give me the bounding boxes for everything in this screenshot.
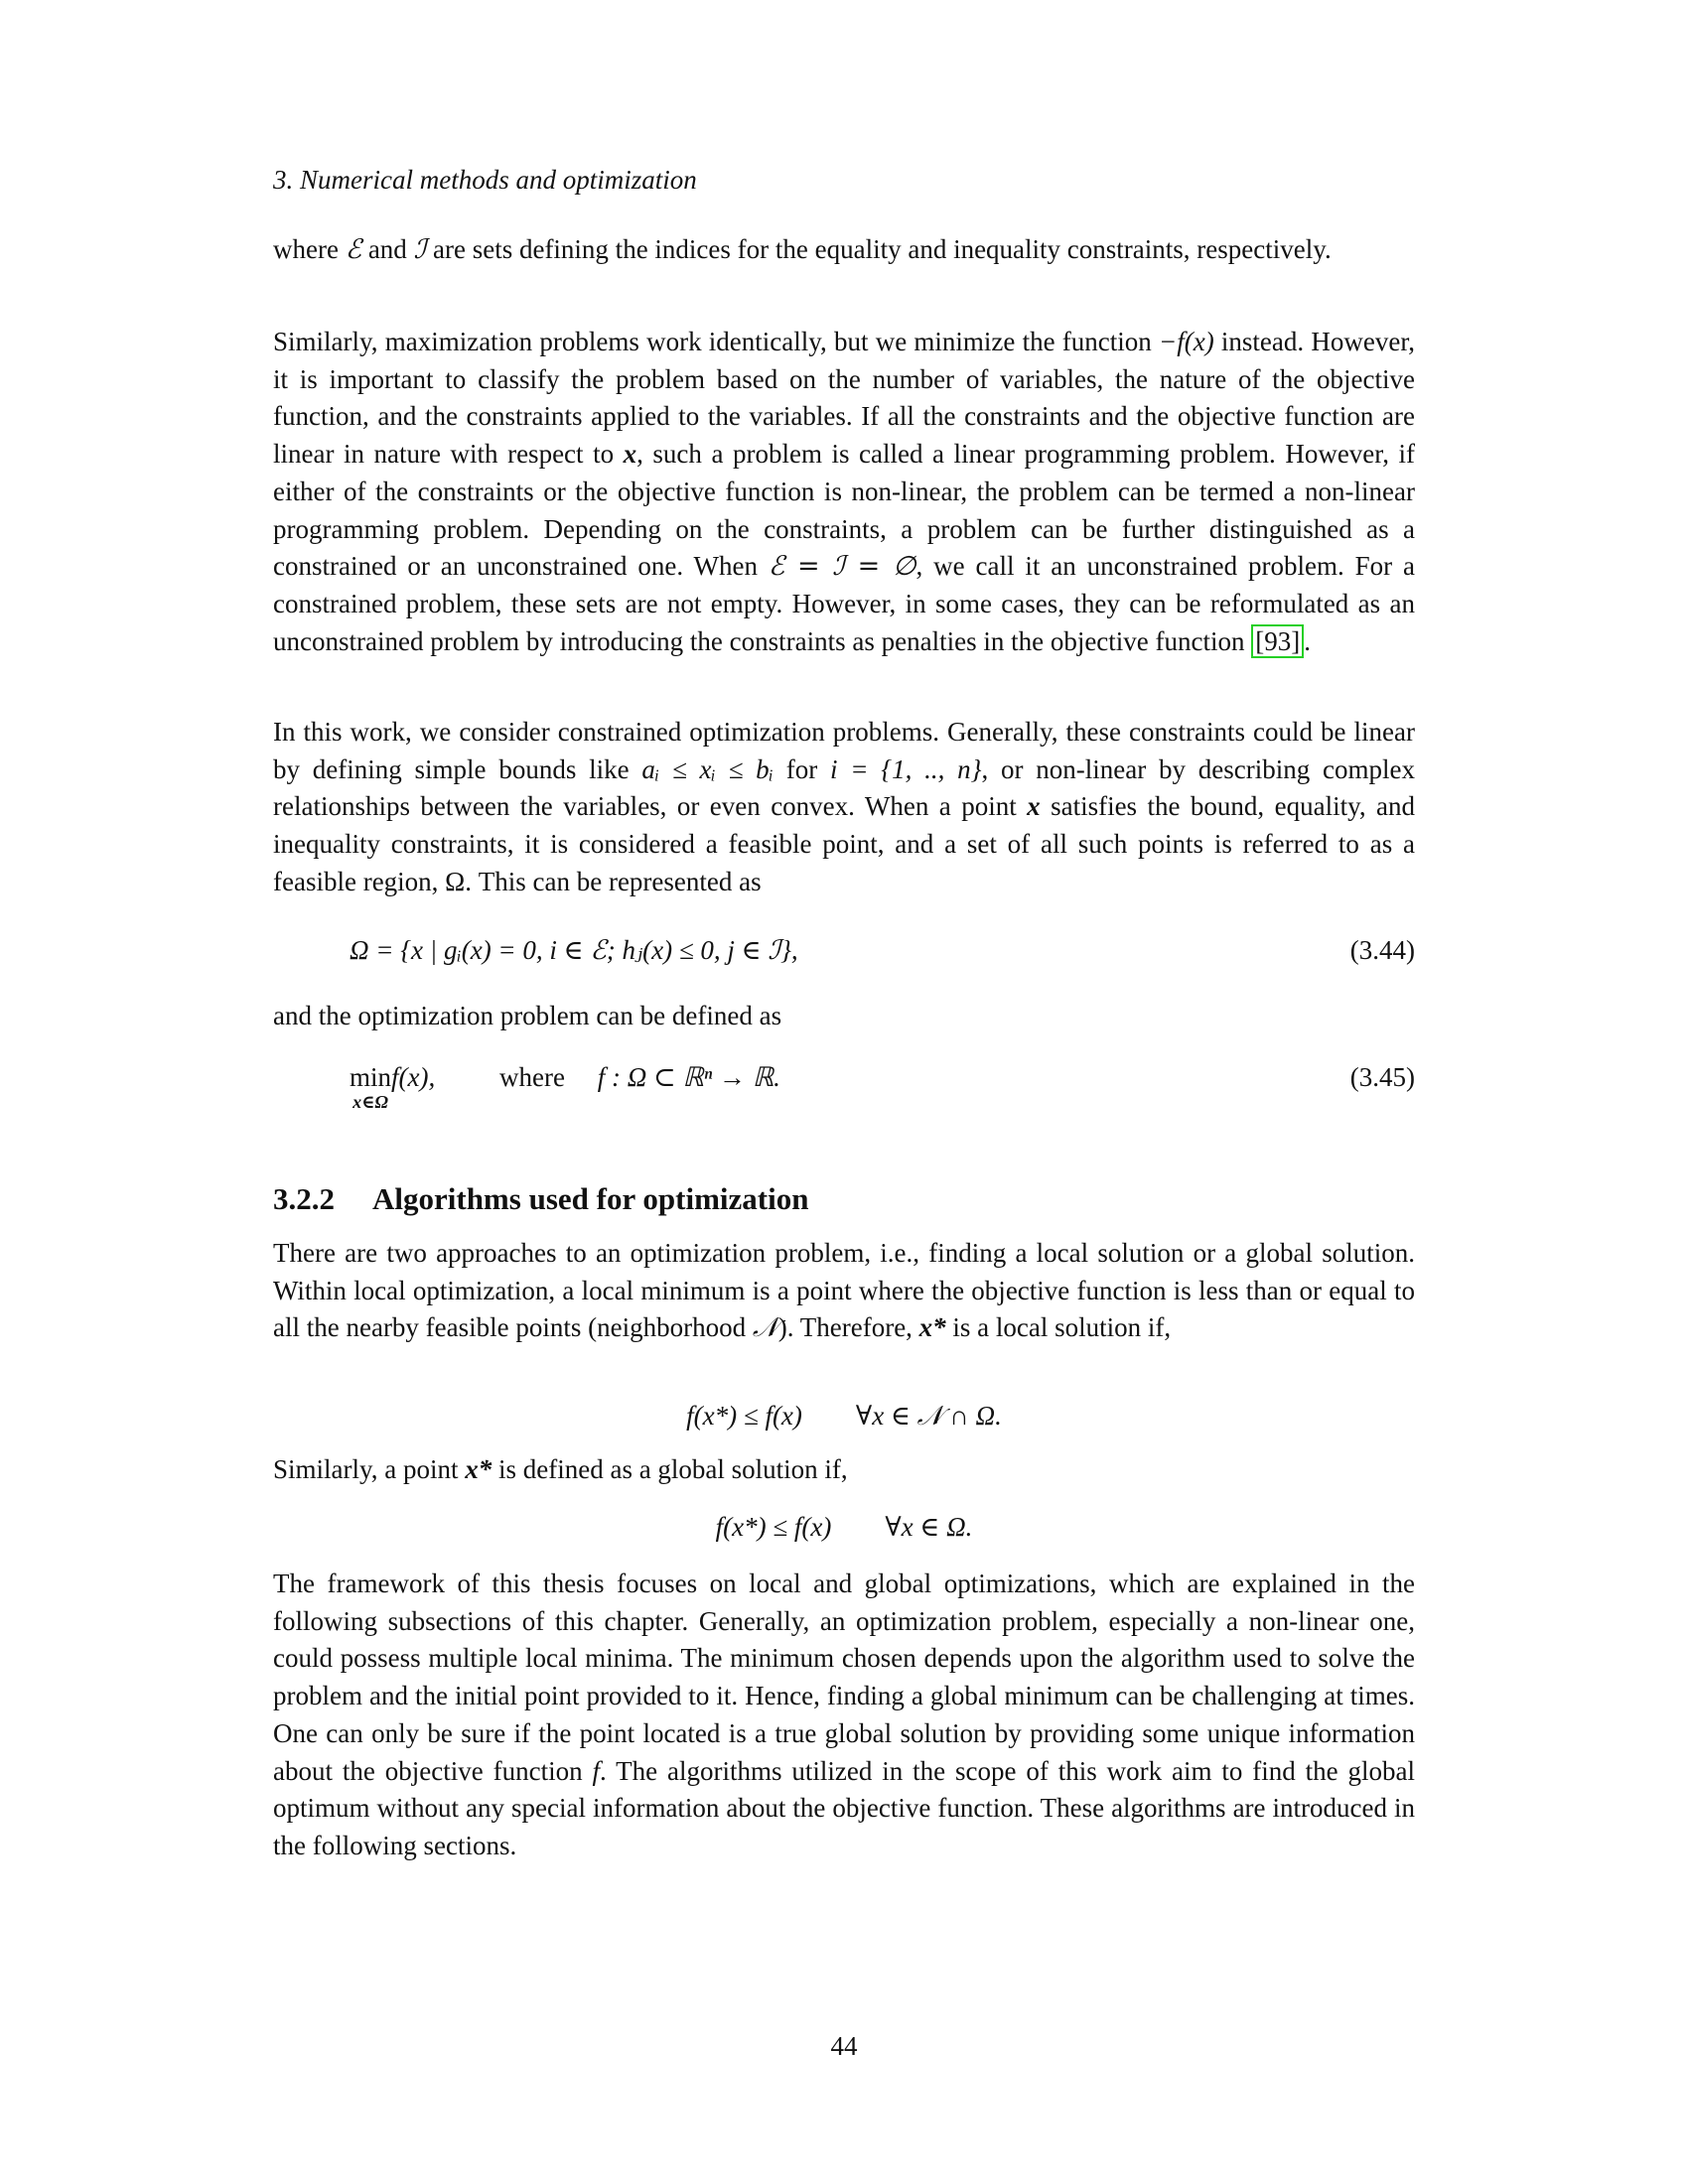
- running-header: 3. Numerical methods and optimization: [273, 165, 697, 195]
- equation-3-45: [273, 1062, 1415, 1122]
- paragraph-6: Similarly, a point x* is defined as a global solution if,: [273, 1454, 848, 1484]
- paragraph-3: In this work, we consider constrained optimization problems. Generally, these constraints could be linear by defining simple bounds like aᵢ ≤ xᵢ ≤ bᵢ for i = {1, .., n}, or non-linear by describing complex relationships between the variables, or even convex. When a point x satisfies the bound, equality, and inequality constraints, it is considered a feasible point, and a set of all such points is referred to as a feasible region, Ω. This can be represented as: [273, 717, 1416, 896]
- equation-number: (3.44): [1349, 935, 1415, 965]
- min-operator: min x∈Ω: [350, 1062, 392, 1112]
- page-number: 44: [830, 2031, 858, 2061]
- paragraph-1: where ℰ and ℐ are sets defining the indices for the equality and inequality constraints, respectively.: [273, 234, 1332, 265]
- equation-body: f(x*) ≤ f(x) ∀x ∈ 𝒩 ∩ Ω.: [686, 1401, 1002, 1431]
- section-number: 3.2.2: [273, 1181, 335, 1216]
- equation-global-solution: [273, 1512, 1415, 1552]
- paragraph-4: and the optimization problem can be defined as: [273, 1001, 782, 1030]
- paragraph-5: There are two approaches to an optimization problem, i.e., finding a local solution or a global solution. Within local optimization, a local minimum is a point where the objective function is less than or equal to all the nearby feasible points (neighborhood 𝒩). Therefore, x* is a local solution if,: [273, 1238, 1415, 1344]
- equation-number: (3.45): [1349, 1062, 1415, 1092]
- section-title: Algorithms used for optimization: [372, 1181, 809, 1216]
- citation-link[interactable]: [93]: [1251, 624, 1304, 658]
- equation-body: f(x*) ≤ f(x) ∀x ∈ Ω.: [715, 1512, 973, 1542]
- equation-3-44: [273, 935, 1415, 975]
- paragraph-7: The framework of this thesis focuses on local and global optimizations, which are explained in the following subsections of this chapter. Generally, an optimization problem, especially a non-linear one, could possess multiple local minima. The minimum chosen depends upon the algorithm used to solve the problem and the initial point provided to it. Hence, finding a global minimum can be challenging at times. One can only be sure if the point located is a true global solution by providing some unique information about the objective function f. The algorithms utilized in the scope of this work aim to find the global optimum without any special information about the objective function. These algorithms are introduced in the following sections.: [273, 1569, 1416, 1860]
- equation-body: min x∈Ω f(x), where f : Ω ⊂ ℝⁿ → ℝ.: [350, 1062, 780, 1112]
- equation-body: Ω = {x | gᵢ(x) = 0, i ∈ ℰ; hⱼ(x) ≤ 0, j ∈ ℐ},: [350, 935, 798, 965]
- equation-local-solution: [273, 1401, 1415, 1440]
- section-heading: [273, 1181, 808, 1217]
- paragraph-2: Similarly, maximization problems work identically, but we minimize the function −f(x) instead. However, it is important to classify the problem based on the number of variables, the nature of the objective function, and the constraints applied to the variables. If all the constraints and the objective function are linear in nature with respect to x, such a problem is called a linear programming problem. However, if either of the constraints or the objective function is non-linear, the problem can be termed a non-linear programming problem. Depending on the constraints, a problem can be further distinguished as a constrained or an unconstrained one. When ℰ = ℐ = ∅, we call it an unconstrained problem. For a constrained problem, these sets are not empty. However, in some cases, they can be reformulated as an unconstrained problem by introducing the constraints as penalties in the objective function [93] .: [273, 327, 1415, 656]
